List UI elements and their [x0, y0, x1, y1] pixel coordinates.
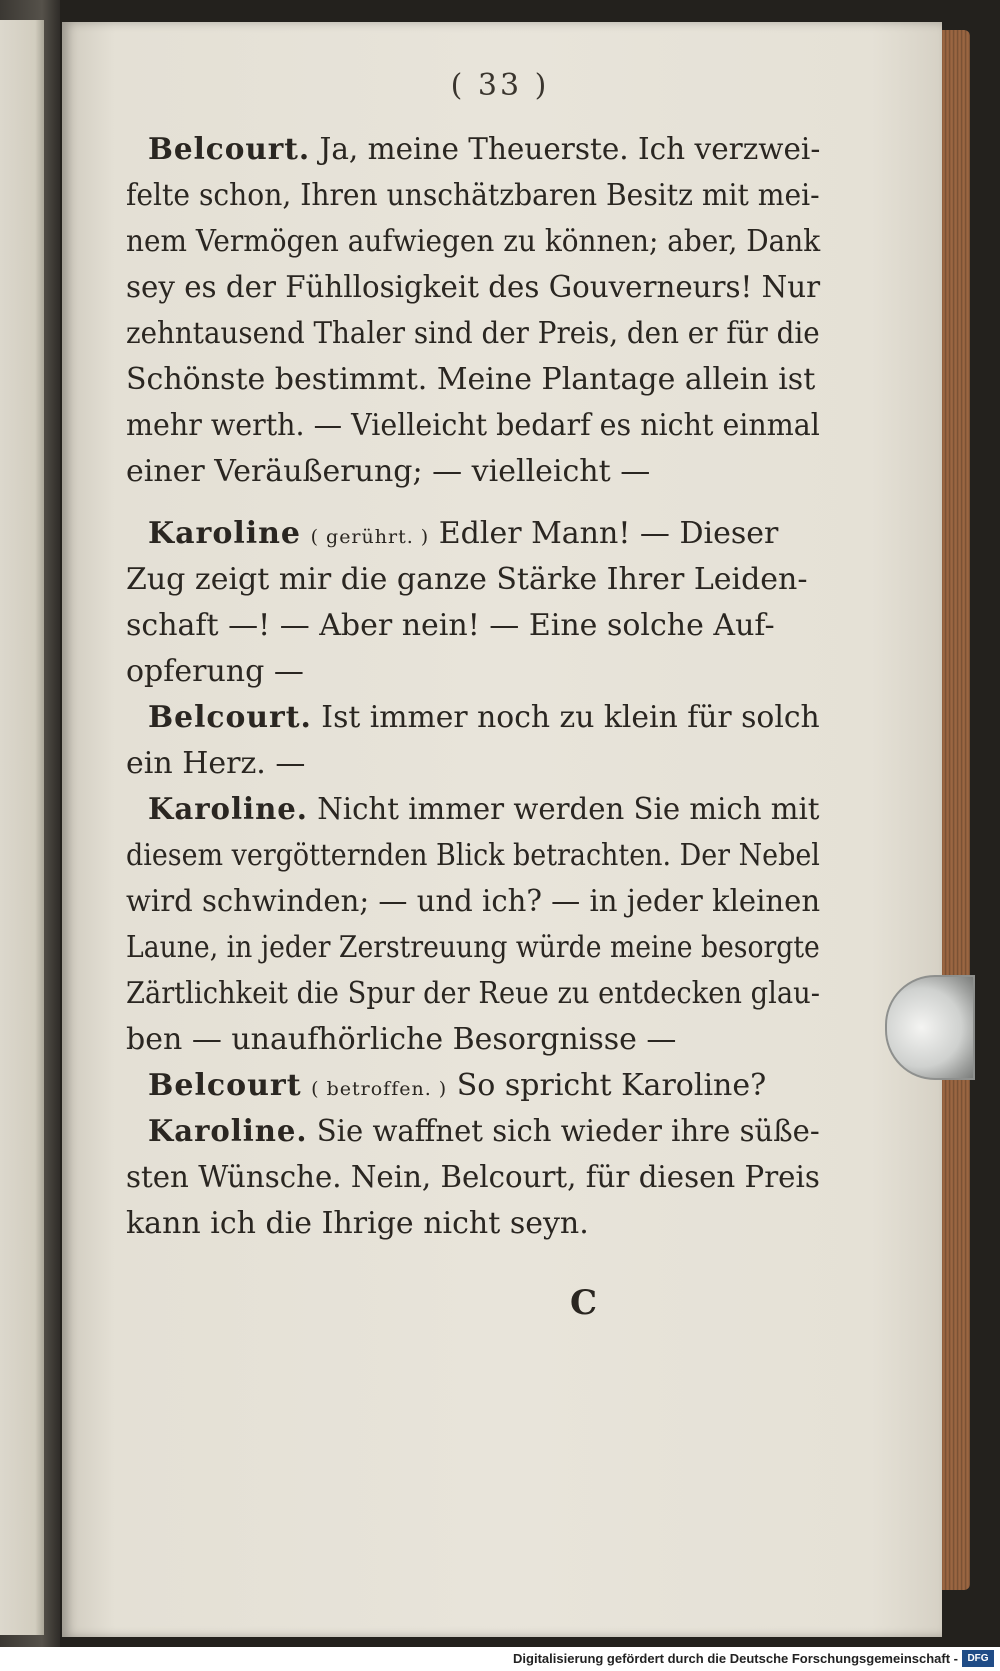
speaker-name: Karoline. — [148, 1114, 308, 1149]
line-text: Edler Mann! — Dieser — [438, 516, 779, 551]
text-line — [126, 452, 650, 492]
text-line — [126, 560, 808, 600]
text-line — [148, 1066, 766, 1106]
speaker-name: Belcourt. — [148, 700, 312, 735]
line-text: Sie waffnet sich wieder ihre süße- — [316, 1114, 820, 1149]
line-text: sten Wünsche. Nein, Belcourt, für diesen Preis — [126, 1160, 820, 1195]
stage-direction: ( betroffen. ) — [311, 1078, 448, 1100]
text-line — [126, 1158, 820, 1198]
line-text: Zärtlichkeit die Spur der Reue zu entdecken glau- — [126, 976, 820, 1011]
line-text: opferung — — [126, 654, 304, 689]
text-line — [126, 882, 820, 922]
text-line — [148, 514, 778, 554]
line-text: Zug zeigt mir die ganze Stärke Ihrer Leiden- — [126, 562, 808, 597]
previous-page-edge — [0, 20, 44, 1635]
line-text: ben — unaufhörliche Besorgnisse — — [126, 1022, 677, 1057]
text-line — [126, 314, 820, 354]
text-line — [126, 176, 820, 216]
speaker-name: Karoline — [148, 516, 302, 551]
footer-credit: Digitalisierung gefördert durch die Deutsche Forschungsgemeinschaft - — [513, 1651, 958, 1666]
text-line — [126, 222, 820, 262]
text-line — [126, 744, 305, 784]
speaker-name: Karoline. — [148, 792, 308, 827]
line-text: ein Herz. — — [126, 746, 306, 781]
page-clip — [885, 975, 975, 1080]
line-text: mehr werth. — Vielleicht bedarf es nicht einmal — [126, 408, 820, 443]
line-text: Ja, meine Theuerste. Ich verzwei- — [319, 132, 821, 167]
line-text: wird schwinden; — und ich? — in jeder kleinen — [126, 884, 821, 919]
line-text: Ist immer noch zu klein für solch — [321, 700, 820, 735]
speaker-name: Belcourt. — [148, 132, 311, 167]
line-text: diesem vergötternden Blick betrachten. Der Nebel — [126, 838, 820, 873]
speaker-name: Belcourt — [148, 1068, 302, 1103]
text-line — [126, 360, 815, 400]
line-text: So spricht Karoline? — [456, 1068, 767, 1103]
text-line — [126, 836, 820, 876]
text-line — [148, 130, 820, 170]
page-number: ( 33 ) — [450, 68, 550, 103]
line-text: nem Vermögen aufwiegen zu können; aber, Dank — [126, 224, 821, 259]
text-line — [126, 974, 820, 1014]
line-text: schaft —! — Aber nein! — Eine solche Auf- — [126, 608, 775, 643]
text-line — [126, 652, 304, 692]
dfg-logo: DFG — [962, 1650, 994, 1667]
line-text: felte schon, Ihren unschätzbaren Besitz mit mei- — [126, 178, 820, 213]
text-line — [148, 1112, 820, 1152]
text-line — [126, 1020, 676, 1060]
line-text: zehntausend Thaler sind der Preis, den er für die — [126, 316, 820, 351]
line-text: Schönste bestimmt. Meine Plantage allein ist — [126, 362, 816, 397]
text-line — [126, 928, 820, 968]
line-text: Laune, in jeder Zerstreuung würde meine besorgte — [126, 930, 820, 965]
text-line — [148, 790, 820, 830]
page-edges — [942, 30, 970, 1590]
catchword: C — [570, 1283, 598, 1323]
text-line — [126, 268, 820, 308]
text-line — [126, 406, 820, 446]
line-text: sey es der Fühllosigkeit des Gouverneurs! Nur — [126, 270, 821, 305]
line-text: einer Veräußerung; — vielleicht — — [126, 454, 651, 489]
text-line — [126, 606, 775, 646]
stage-direction: ( gerührt. ) — [310, 526, 430, 548]
line-text: kann ich die Ihrige nicht seyn. — [126, 1206, 589, 1241]
line-text: Nicht immer werden Sie mich mit — [317, 792, 820, 827]
text-line — [148, 698, 820, 738]
footer-bar — [0, 1647, 1000, 1671]
text-line — [126, 1204, 589, 1244]
